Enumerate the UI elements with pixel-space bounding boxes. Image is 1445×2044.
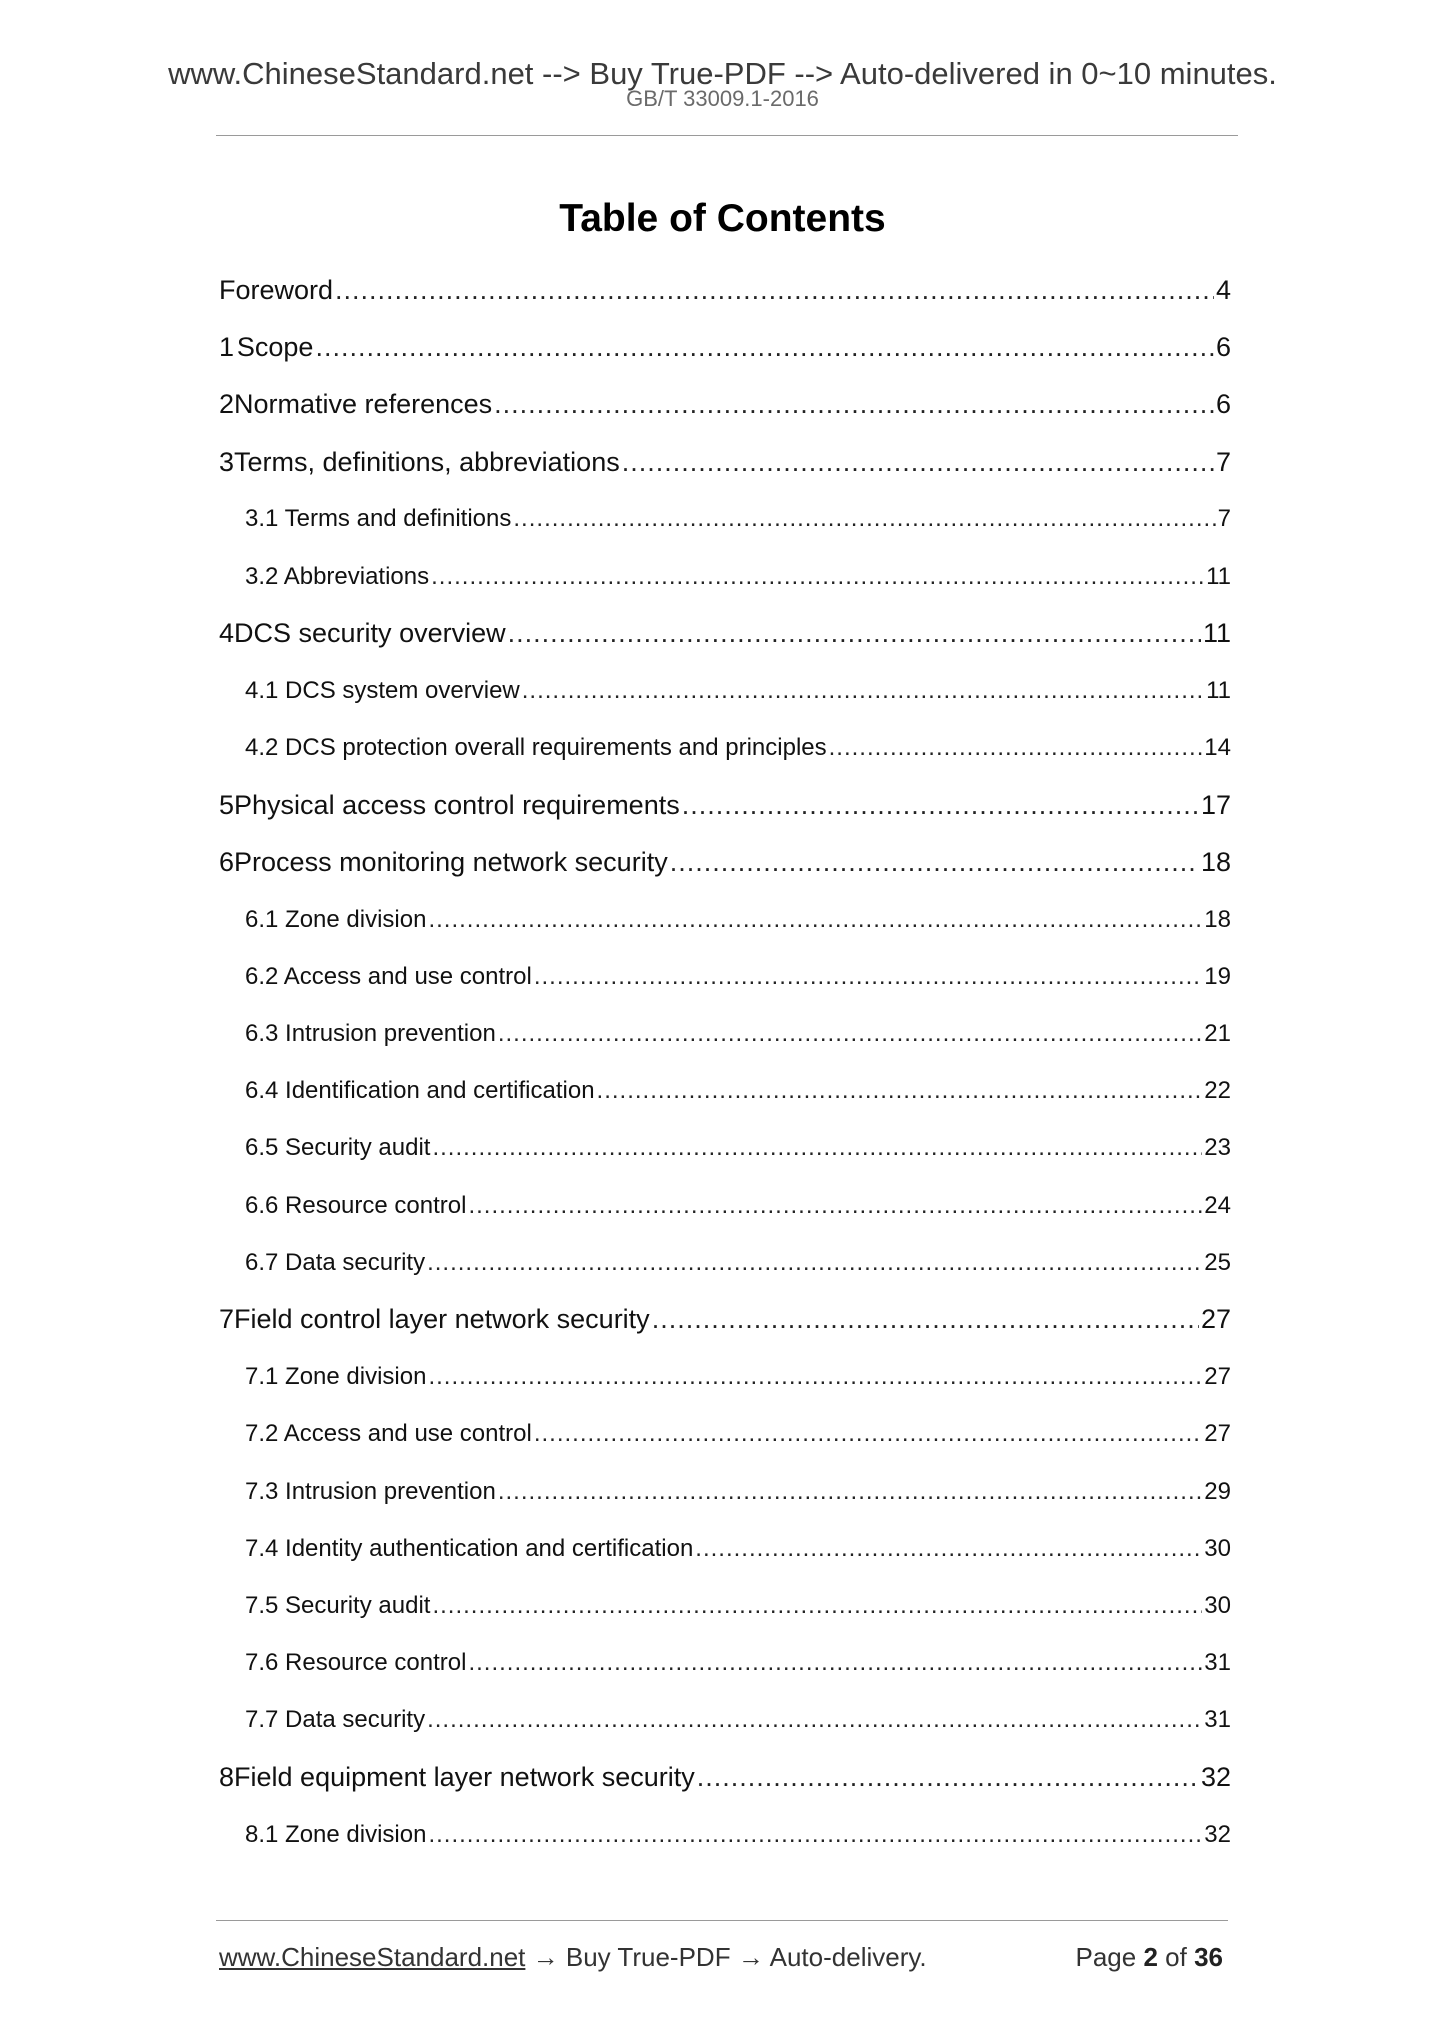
toc-entry-label: 6.5 Security audit [245, 1134, 431, 1162]
toc-dot-leader [697, 1762, 1199, 1793]
toc-entry[interactable] [219, 1234, 1231, 1291]
toc-entry-line [245, 563, 1231, 591]
toc-page-number: 11 [1202, 618, 1231, 649]
toc-dot-leader [428, 1363, 1202, 1391]
toc-entry[interactable] [219, 1806, 1231, 1863]
toc-entry[interactable] [219, 434, 1231, 491]
toc-entry[interactable] [219, 1406, 1231, 1463]
toc-entry-line [245, 1821, 1231, 1849]
toc-entry-line [245, 1134, 1231, 1162]
toc-entry-line [219, 1304, 1231, 1335]
toc-entry-label: 4.1 DCS system overview [245, 676, 520, 704]
toc-dot-leader [682, 790, 1199, 821]
toc-entry-label: 4.2 DCS protection overall requirements and principles [245, 734, 827, 762]
toc-entry-line [219, 332, 1231, 363]
toc-entry-line [219, 275, 1231, 306]
toc-page-number: 24 [1204, 1191, 1231, 1219]
toc-dot-leader [428, 1821, 1202, 1849]
toc-page-number: 6 [1215, 389, 1231, 420]
toc-entry-label: Foreword [219, 275, 334, 306]
toc-entry[interactable] [219, 1349, 1231, 1406]
toc-entry[interactable] [219, 720, 1231, 777]
toc-page-number: 29 [1204, 1477, 1231, 1505]
page-number: 2 [1143, 1942, 1158, 1972]
toc-entry-label: 6.7 Data security [245, 1248, 426, 1276]
toc-entry[interactable] [219, 1520, 1231, 1577]
toc-entry[interactable] [219, 548, 1231, 605]
toc-entry[interactable] [219, 376, 1231, 433]
toc-dot-leader [427, 1706, 1202, 1734]
footer-promo [219, 1942, 927, 1973]
toc-page-number: 22 [1204, 1077, 1231, 1105]
toc-dot-leader [432, 1592, 1202, 1620]
page-indicator [1075, 1942, 1223, 1973]
toc-page-number: 21 [1204, 1020, 1231, 1048]
toc-page-number: 25 [1204, 1248, 1231, 1276]
toc-entry-label: 7.2 Access and use control [245, 1420, 532, 1448]
toc-dot-leader [534, 963, 1202, 991]
toc-entry-label: 7.3 Intrusion prevention [245, 1477, 496, 1505]
toc-entry-label: Terms, definitions, abbreviations [234, 446, 620, 477]
toc-page-number: 27 [1204, 1420, 1231, 1448]
toc-entry-line [219, 1762, 1231, 1793]
toc-dot-leader [498, 1478, 1202, 1506]
header-divider [216, 135, 1238, 136]
toc-entry-label: DCS security overview [234, 618, 506, 649]
header-banner: www.ChineseStandard.net --> Buy True-PDF --> Auto-delivered in 0~10 minutes. [168, 56, 1277, 91]
toc-entry[interactable] [219, 891, 1231, 948]
toc-entry[interactable] [219, 1177, 1231, 1234]
toc-entry-label: 6.3 Intrusion prevention [245, 1020, 496, 1048]
page-word: Page [1075, 1942, 1137, 1972]
toc-dot-leader [431, 563, 1204, 591]
toc-page-number: 6 [1215, 332, 1231, 363]
toc-page-number: 18 [1200, 846, 1231, 877]
toc-entry-line [245, 1649, 1231, 1677]
toc-entry-line [245, 1420, 1231, 1448]
toc-entry-label: 8.1 Zone division [245, 1820, 427, 1848]
toc-page-number: 19 [1204, 962, 1231, 990]
toc-section-number: 2 [219, 389, 235, 420]
toc-dot-leader [522, 677, 1204, 705]
toc-entry[interactable] [219, 834, 1231, 891]
toc-page-number: 14 [1204, 734, 1231, 762]
of-word: of [1165, 1942, 1187, 1972]
toc-dot-leader [652, 1304, 1199, 1335]
toc-dot-leader [335, 275, 1214, 306]
toc-page-number: 18 [1204, 905, 1231, 933]
toc-entry-label: 3.1 Terms and definitions [245, 505, 512, 533]
toc-section-number: 3 [219, 446, 235, 477]
toc-entry-label: 7.7 Data security [245, 1706, 426, 1734]
toc-dot-leader [494, 389, 1214, 420]
toc-entry[interactable] [219, 1749, 1231, 1806]
toc-page-number: 32 [1200, 1761, 1231, 1792]
footer-site-link[interactable]: www.ChineseStandard.net [219, 1942, 526, 1972]
toc-dot-leader [670, 847, 1199, 878]
toc-entry-line [245, 1706, 1231, 1734]
toc-entry[interactable] [219, 491, 1231, 548]
toc-entry-line [219, 389, 1231, 420]
toc-entry[interactable] [219, 777, 1231, 834]
toc-section-number: 8 [219, 1761, 235, 1792]
toc-entry[interactable] [219, 948, 1231, 1005]
toc-dot-leader [498, 1020, 1202, 1048]
toc-entry-label: 6.4 Identification and certification [245, 1077, 595, 1105]
toc-page-number: 31 [1204, 1706, 1231, 1734]
toc-section-number: 5 [219, 789, 235, 820]
toc-entry[interactable] [219, 1120, 1231, 1177]
toc-section-number: 1 [219, 332, 235, 363]
toc-entry-line [245, 1077, 1231, 1105]
toc-section-number: 6 [219, 846, 235, 877]
toc-entry-label: Normative references [234, 389, 493, 420]
toc-entry[interactable] [219, 1063, 1231, 1120]
toc-entry-label: 6.1 Zone division [245, 905, 427, 933]
toc-entry-label: Field equipment layer network security [234, 1761, 695, 1792]
toc-entry-label: 3.2 Abbreviations [245, 562, 430, 590]
toc-entry-label: Process monitoring network security [234, 846, 668, 877]
toc-entry[interactable] [219, 1005, 1231, 1062]
footer-divider [216, 1920, 1228, 1921]
toc-section-number: 4 [219, 618, 235, 649]
arrow-icon: → [532, 1942, 559, 1972]
toc-entry-line [245, 1535, 1231, 1563]
toc-entry[interactable] [219, 662, 1231, 719]
toc-entry-line [245, 1020, 1231, 1048]
toc-entry-line [245, 1592, 1231, 1620]
toc-entry[interactable] [219, 1692, 1231, 1749]
toc-dot-leader [427, 1249, 1202, 1277]
toc-page-number: 11 [1206, 676, 1231, 704]
toc-dot-leader [829, 734, 1203, 762]
toc-entry-line [219, 847, 1231, 878]
toc-page-number: 7 [1215, 446, 1231, 477]
toc-page-number: 23 [1204, 1134, 1231, 1162]
toc-page-number: 7 [1217, 505, 1231, 533]
toc-entry-line [245, 1249, 1231, 1277]
toc-dot-leader [513, 505, 1215, 533]
toc-page-number: 31 [1204, 1649, 1231, 1677]
toc-entry-line [245, 1363, 1231, 1391]
toc-entry-label: 7.1 Zone division [245, 1363, 427, 1391]
toc-entry-line [245, 1192, 1231, 1220]
toc-page-number: 32 [1204, 1820, 1231, 1848]
footer-buy-text: Buy True-PDF [565, 1942, 731, 1972]
toc-page-number: 11 [1206, 562, 1231, 590]
toc-entry[interactable] [219, 1577, 1231, 1634]
toc-entry[interactable] [219, 1635, 1231, 1692]
toc-entry[interactable] [219, 605, 1231, 662]
toc-dot-leader [468, 1192, 1202, 1220]
toc-entry-line [219, 790, 1231, 821]
toc-entry-line [219, 618, 1231, 649]
footer-auto-text: Auto-delivery. [769, 1942, 927, 1972]
page-title: Table of Contents [559, 197, 886, 240]
toc-entry-label: 7.5 Security audit [245, 1591, 431, 1619]
toc-entry-line [219, 447, 1231, 478]
toc-entry-line [245, 963, 1231, 991]
standard-id: GB/T 33009.1-2016 [626, 86, 819, 111]
toc-entry-line [245, 1478, 1231, 1506]
toc-entry-label: 7.4 Identity authentication and certification [245, 1534, 694, 1562]
toc-dot-leader [597, 1077, 1203, 1105]
toc-entry-label: Field control layer network security [234, 1304, 650, 1335]
toc-dot-leader [432, 1134, 1202, 1162]
toc-entry-label: Physical access control requirements [234, 789, 680, 820]
toc-page-number: 27 [1204, 1363, 1231, 1391]
toc-entry-line [245, 505, 1231, 533]
toc-entry-label: 7.6 Resource control [245, 1649, 467, 1677]
arrow-icon: → [737, 1942, 764, 1972]
toc-dot-leader [468, 1649, 1202, 1677]
toc-entry-line [245, 734, 1231, 762]
toc-entry[interactable] [219, 1291, 1231, 1348]
toc-page-number: 30 [1204, 1534, 1231, 1562]
toc-entry[interactable] [219, 319, 1231, 376]
toc-entry[interactable] [219, 1463, 1231, 1520]
page-total: 36 [1194, 1942, 1223, 1972]
toc-entry-label: 6.6 Resource control [245, 1191, 467, 1219]
toc-dot-leader [622, 447, 1214, 478]
toc-entry-label: Scope [236, 332, 314, 363]
toc-dot-leader [428, 906, 1202, 934]
table-of-contents [219, 262, 1231, 1863]
toc-page-number: 27 [1200, 1304, 1231, 1335]
toc-entry[interactable] [219, 262, 1231, 319]
toc-page-number: 4 [1215, 275, 1231, 306]
toc-section-number: 7 [219, 1304, 235, 1335]
toc-entry-line [245, 906, 1231, 934]
toc-dot-leader [315, 332, 1214, 363]
toc-dot-leader [534, 1420, 1202, 1448]
toc-page-number: 30 [1204, 1591, 1231, 1619]
toc-dot-leader [695, 1535, 1202, 1563]
toc-dot-leader [508, 618, 1201, 649]
toc-entry-line [245, 677, 1231, 705]
toc-entry-label: 6.2 Access and use control [245, 962, 532, 990]
toc-page-number: 17 [1200, 789, 1231, 820]
